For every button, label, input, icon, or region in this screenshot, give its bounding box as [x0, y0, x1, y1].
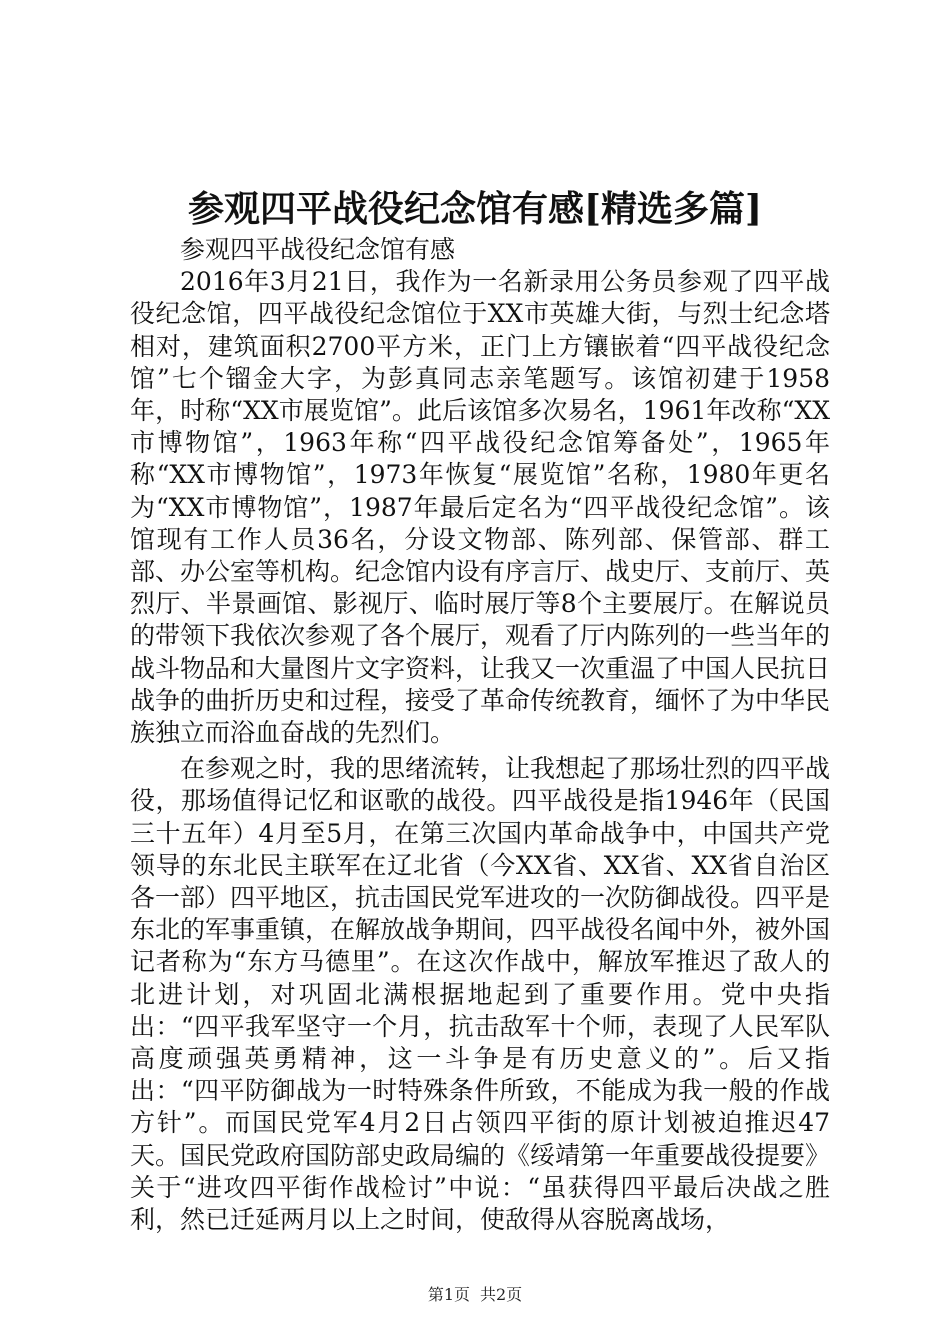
paragraph-1: 2016年3月21日，我作为一名新录用公务员参观了四平战役纪念馆，四平战役纪念馆位于XX市英雄大街，与烈士纪念塔相对，建筑面积2700平方米，正门上方镶嵌着“四平战役纪念馆”七个镏金大字，为彭真同志亲笔题写。该馆初建于1958年，时称“XX市展览馆”。此后该馆多次易名，1961年改称“XX市博物馆”，1963年称“四平战役纪念馆筹备处”，1965年称“XX市博物馆”，1973年恢复“展览馆”名称，1980年更名为“XX市博物馆”，1987年最后定名为“四平战役纪念馆”。该馆现有工作人员36名，分设文物部、陈列部、保管部、群工部、办公室等机构。纪念馆内设有序言厅、战史厅、支前厅、英烈厅、半景画馆、影视厅、临时展厅等8个主要展厅。在解说员的带领下我依次参观了各个展厅，观看了厅内陈列的一些当年的战斗物品和大量图片文字资料，让我又一次重温了中国人民抗日战争的曲折历史和过程，接受了革命传统教育，缅怀了为中华民族独立而浴血奋战的先烈们。	[130, 267, 831, 748]
document-subtitle: 参观四平战役纪念馆有感	[180, 235, 456, 264]
paragraph-2: 在参观之时，我的思绪流转，让我想起了那场壮烈的四平战役，那场值得记忆和讴歌的战役。四平战役是指1946年（民国三十五年）4月至5月，在第三次国内革命战争中，中国共产党领导的东北民主联军在辽北省（今XX省、XX省、XX省自治区各一部）四平地区，抗击国民党军进攻的一次防御战役。四平是东北的军事重镇，在解放战争期间，四平战役名闻中外，被外国记者称为“东方马德里”。在这次作战中，解放军推迟了敌人的北进计划，对巩固北满根据地起到了重要作用。党中央指出：“四平我军坚守一个月，抗击敌军十个师，表现了人民军队高度顽强英勇精神，这一斗争是有历史意义的”。后又指出：“四平防御战为一时特殊条件所致，不能成为我一般的作战方针”。而国民党军4月2日占领四平街的原计划被迫推迟47天。国民党政府国防部史政局编的《绥靖第一年重要战役提要》关于“进攻四平街作战检讨”中说：“虽获得四平最后决战之胜利，然已迁延两月以上之时间，使敌得从容脱离战场，	[130, 754, 831, 1235]
page-total: 共2页	[480, 1285, 523, 1304]
document-body	[130, 234, 830, 1236]
page-number: 第1页	[427, 1285, 470, 1304]
page-footer	[0, 1284, 950, 1306]
document-title: 参观四平战役纪念馆有感[精选多篇]	[187, 188, 763, 230]
